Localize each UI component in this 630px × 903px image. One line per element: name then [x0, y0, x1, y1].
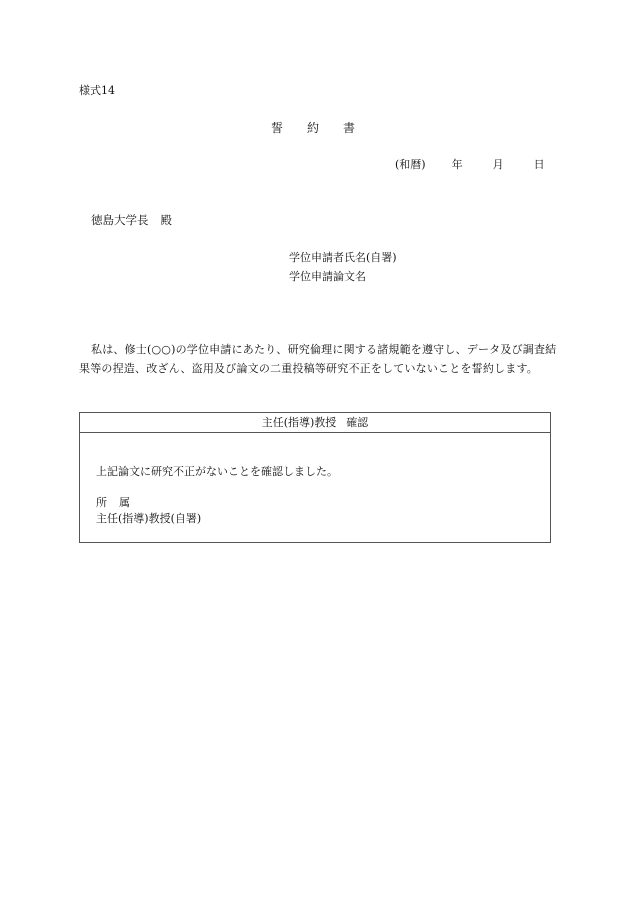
document-title	[271, 119, 355, 136]
applicant-name-label: 学位申請者氏名(自署)	[289, 251, 397, 264]
supervisor-signature-label: 主任(指導)教授(自署)	[96, 512, 202, 525]
addressee	[91, 212, 172, 228]
affiliation-char: 属	[119, 496, 130, 509]
title-char: 約	[307, 121, 320, 135]
affiliation-char: 所	[96, 496, 107, 509]
form-number: 様式14	[79, 84, 115, 97]
confirmation-header-word: 確認	[346, 416, 369, 429]
addressee-name: 徳島大学長	[91, 213, 149, 227]
thesis-title-label: 学位申請論文名	[289, 270, 366, 283]
date-year-label: 年	[451, 158, 463, 171]
addressee-honorific: 殿	[160, 213, 172, 227]
supervisor-confirmation-box	[79, 412, 551, 543]
title-char: 書	[343, 121, 356, 135]
date-era: (和暦)	[395, 158, 426, 171]
affiliation-label	[96, 494, 130, 510]
confirmation-statement: 上記論文に研究不正がないことを確認しました。	[96, 465, 338, 478]
title-char: 誓	[271, 121, 284, 135]
confirmation-header	[80, 413, 550, 433]
confirmation-header-role: 主任(指導)教授	[261, 416, 337, 429]
date-day-label: 日	[533, 158, 545, 171]
date-line	[395, 156, 545, 172]
pledge-statement: 私は、修士(○○)の学位申請にあたり、研究倫理に関する諸規範を遵守し、データ及び調査結果等の捏造、改ざん、盗用及び論文の二重投稿等研究不正をしていないことを誓約します。	[79, 343, 557, 375]
date-month-label: 月	[492, 158, 504, 171]
